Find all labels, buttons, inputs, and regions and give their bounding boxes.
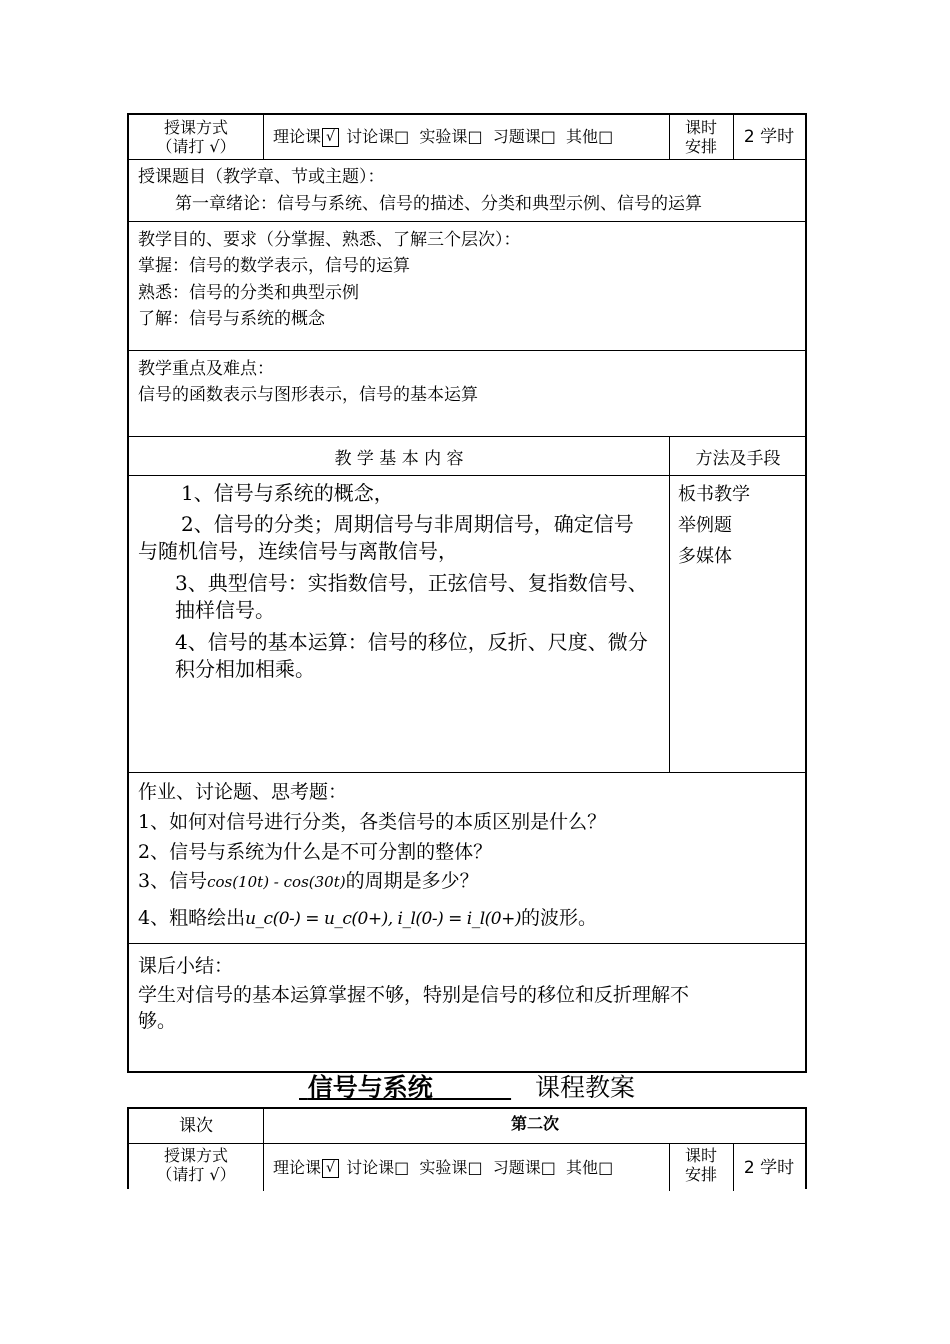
summary-label: 课后小结： [138, 955, 234, 977]
option-discussion[interactable]: 讨论课□ [346, 127, 410, 146]
row-divider [129, 350, 805, 351]
goal-item: 熟悉：信号的分类和典型示例 [138, 283, 359, 303]
methods-header: 方法及手段 [695, 449, 781, 469]
content-item: 与随机信号，连续信号与离散信号， [138, 539, 458, 563]
option-other[interactable]: 其他□ [566, 1158, 614, 1177]
session-label: 课次 [179, 1116, 213, 1136]
col-divider [669, 436, 670, 772]
document-title [127, 1071, 807, 1109]
formula-initial-conditions: u_c(0-) = u_c(0+), i_l(0-) = i_l(0+) [245, 909, 521, 929]
session-value: 第二次 [510, 1114, 559, 1133]
method-label: 授课方式 （请打 √） [156, 118, 236, 157]
summary-text: 够。 [138, 1010, 177, 1032]
content-item: 3、典型信号：实指数信号，正弦信号、复指数信号、 [175, 571, 648, 595]
content-item: 2、信号的分类；周期信号与非周期信号，确定信号 [181, 512, 634, 536]
goals-label: 教学目的、要求（分掌握、熟悉、了解三个层次）： [138, 230, 521, 250]
homework-item: 1、如何对信号进行分类，各类信号的本质区别是什么？ [138, 811, 607, 833]
homework-item: 3、信号cos(10t) - cos(30t)的周期是多少？ [138, 870, 479, 892]
row-divider [129, 1143, 805, 1144]
course-title: 信号与系统 [307, 1073, 433, 1102]
content-item: 抽样信号。 [175, 598, 275, 622]
method-options [273, 127, 613, 147]
col-divider [263, 115, 264, 159]
option-theory[interactable]: 理论课 √ [273, 127, 341, 146]
topic-label: 授课题目（教学章、节或主题）： [138, 167, 385, 187]
method-item: 多媒体 [678, 546, 732, 567]
hours-value: 2 学时 [743, 1158, 795, 1178]
method-label: 授课方式 （请打 √） [156, 1146, 236, 1185]
topic-value: 第一章绪论：信号与系统、信号的描述、分类和典型示例、信号的运算 [175, 194, 702, 214]
row-divider [129, 159, 805, 160]
row-divider [129, 221, 805, 222]
content-item: 积分相加相乘。 [175, 657, 315, 681]
row-divider [129, 475, 805, 476]
lesson-plan-table-1 [127, 113, 807, 1073]
option-theory[interactable]: 理论课 √ [273, 1158, 341, 1177]
summary-text: 学生对信号的基本运算掌握不够，特别是信号的移位和反折理解不 [138, 984, 690, 1006]
method-options [273, 1158, 613, 1178]
goal-item: 掌握：信号的数学表示，信号的运算 [138, 256, 410, 276]
checkbox-checked: √ [322, 1159, 339, 1178]
hours-value: 2 学时 [743, 127, 795, 147]
option-experiment[interactable]: 实验课□ [419, 1158, 483, 1177]
row-divider [129, 943, 805, 944]
doc-title: 课程教案 [535, 1073, 636, 1102]
option-discussion[interactable]: 讨论课□ [346, 1158, 410, 1177]
option-other[interactable]: 其他□ [566, 127, 614, 146]
keypoints-value: 信号的函数表示与图形表示，信号的基本运算 [138, 385, 478, 405]
option-exercise[interactable]: 习题课□ [492, 1158, 556, 1177]
homework-item: 4、粗略绘出u_c(0-) = u_c(0+), i_l(0-) = i_l(0+)的波形。 [138, 907, 598, 929]
option-exercise[interactable]: 习题课□ [492, 127, 556, 146]
method-item: 举例题 [678, 515, 732, 536]
content-item: 1、信号与系统的概念， [181, 481, 394, 505]
hours-label: 课时 安排 [684, 1146, 717, 1185]
content-item: 4、信号的基本运算：信号的移位，反折、尺度、微分 [175, 630, 648, 654]
lesson-plan-table-2 [127, 1107, 807, 1189]
option-experiment[interactable]: 实验课□ [419, 127, 483, 146]
goal-item: 了解：信号与系统的概念 [138, 309, 325, 329]
hours-label: 课时 安排 [684, 118, 717, 157]
row-divider [129, 436, 805, 437]
formula-cos: cos(10t) - cos(30t) [207, 873, 346, 891]
content-header: 教 学 基 本 内 容 [334, 449, 464, 469]
homework-item: 2、信号与系统为什么是不可分割的整体？ [138, 841, 493, 863]
row-divider [129, 772, 805, 773]
checkbox-checked: √ [322, 128, 339, 147]
homework-label: 作业、讨论题、思考题： [138, 781, 348, 803]
keypoints-label: 教学重点及难点： [138, 359, 274, 379]
method-item: 板书教学 [678, 484, 750, 505]
